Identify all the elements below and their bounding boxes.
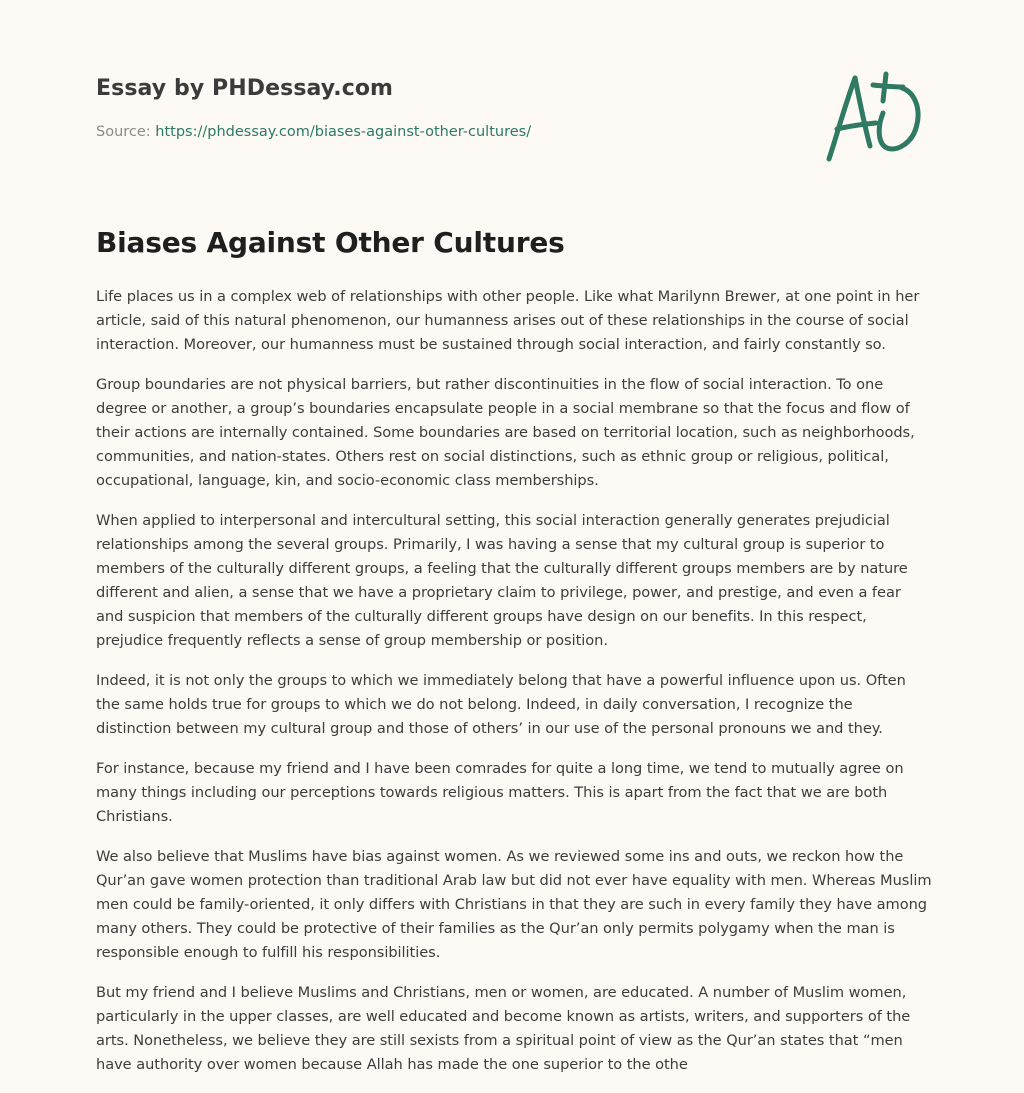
- essay-paragraph: For instance, because my friend and I have been comrades for quite a long time, we tend to mutually agree on many things including our perceptions towards religious matters. This is apart from the fact that we are both Christians.: [96, 760, 904, 825]
- source-label: Source:: [96, 124, 156, 140]
- source-link[interactable]: https://phdessay.com/biases-against-other-cultures/: [155, 124, 532, 140]
- a-plus-grade-icon: [824, 66, 928, 166]
- letter-a-right-stroke: [855, 78, 870, 146]
- essay-paragraph: When applied to interpersonal and intercultural setting, this social interaction generally generates prejudicial relationships among the several groups. Primarily, I was having a sense that my cultural group is superior to members of the culturally different groups, a feeling that the culturally different groups members are by nature different and alien, a sense that we have a proprietary claim to privilege, power, and prestige, and even a fear and suspicion that members of the culturally different groups have design on our benefits. In this respect, prejudice frequently reflects a sense of group membership or position.: [96, 512, 908, 649]
- essay-page: [96, 0, 932, 1092]
- essay-paragraph: Indeed, it is not only the groups to which we immediately belong that have a powerful influence upon us. Often the same holds true for groups to which we do not belong. Indeed, in daily conversation, I recognize the distinction between my cultural group and those of others’ in our use of the personal pronouns we and they.: [96, 672, 906, 737]
- letter-a-crossbar: [837, 123, 876, 129]
- essay-paragraph: Life places us in a complex web of relationships with other people. Like what Marilynn Brewer, at one point in her article, said of this natural phenomenon, our humanness arises out of these relationships in the course of social interaction. Moreover, our humanness must be sustained through social interaction, and fairly constantly so.: [96, 288, 920, 353]
- essay-paragraph: But my friend and I believe Muslims and Christians, men or women, are educated. A number of Muslim women, particularly in the upper classes, are well educated and become known as artists, writers, and supporters of the arts. Nonetheless, we believe they are still sexists from a spiritual point of view as the Qur’an states that “men have authority over women because Allah has made the one superior to the othe: [96, 984, 911, 1073]
- essay-paragraph: Group boundaries are not physical barriers, but rather discontinuities in the flow of social interaction. To one degree or another, a group’s boundaries encapsulate people in a social membrane so that the focus and flow of their actions are internally contained. Some boundaries are based on territorial location, such as neighborhoods, communities, and nation-states. Others rest on social distinctions, such as ethnic group or religious, political, occupational, language, kin, and socio-economic class memberships.: [96, 376, 915, 489]
- site-brand: Essay by PHDessay.com: [96, 76, 394, 101]
- essay-paragraph: We also believe that Muslims have bias against women. As we reviewed some ins and outs, we reckon how the Qur’an gave women protection than traditional Arab law but did not ever have equality with men. Whereas Muslim men could be family-oriented, it only differs with Christians in that they are such in every family they have among many others. They could be protective of their families as the Qur’an only permits polygamy when the man is responsible enough to fulfill his responsibilities.: [96, 848, 932, 961]
- essay-title: Biases Against Other Cultures: [96, 226, 565, 259]
- plus-horizontal-stroke: [873, 85, 903, 87]
- letter-a-left-stroke: [829, 78, 855, 159]
- essay-body: [96, 285, 932, 1093]
- source-line: [96, 124, 531, 140]
- a-plus-strokes: [829, 74, 918, 159]
